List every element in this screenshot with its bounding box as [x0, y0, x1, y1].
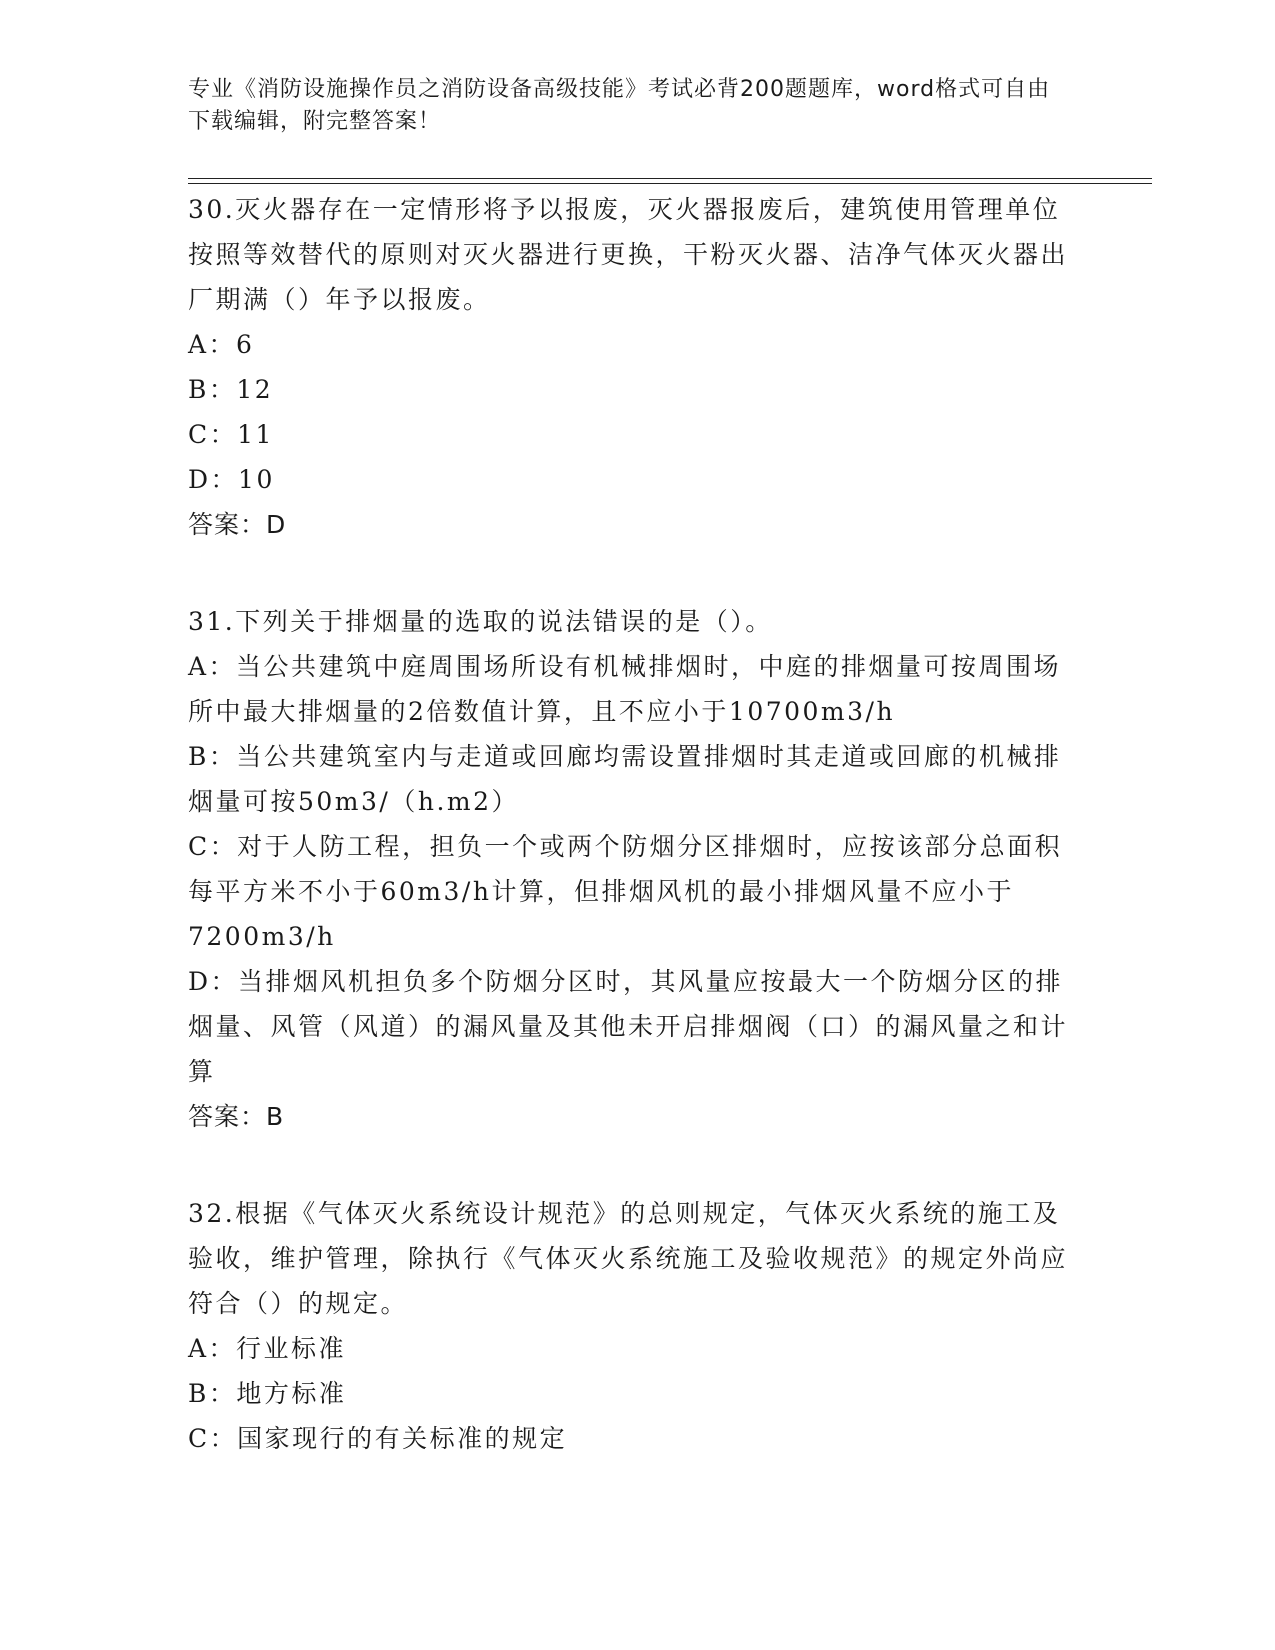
option-b: B：当公共建筑室内与走道或回廊均需设置排烟时其走道或回廊的机械排烟量可按50m3/（h.m2） [188, 742, 1062, 816]
answer: 答案：B [188, 1102, 285, 1131]
option-b: B：地方标准 [188, 1379, 347, 1408]
question-stem: 30.灭火器存在一定情形将予以报废，灭火器报废后，建筑使用管理单位按照等效替代的原则对灭火器进行更换，干粉灭火器、洁净气体灭火器出厂期满（）年予以报废。 [188, 195, 1069, 314]
option-a: A：当公共建筑中庭周围场所设有机械排烟时，中庭的排烟量可按周围场所中最大排烟量的2倍数值计算，且不应小于10700m3/h [188, 652, 1062, 726]
header-divider-bottom [188, 183, 1152, 184]
option-c: C：11 [188, 420, 274, 449]
header-divider-top [188, 178, 1152, 179]
option-a: A：6 [188, 330, 255, 359]
question-31 [188, 599, 1076, 1139]
answer: 答案：D [188, 510, 287, 539]
option-a: A：行业标准 [188, 1334, 347, 1363]
option-c: C：国家现行的有关标准的规定 [188, 1424, 568, 1453]
question-stem: 32.根据《气体灭火系统设计规范》的总则规定，气体灭火系统的施工及验收，维护管理，除执行《气体灭火系统施工及验收规范》的规定外尚应符合（）的规定。 [188, 1199, 1069, 1318]
option-b: B：12 [188, 375, 274, 404]
option-d: D：10 [188, 465, 275, 494]
question-stem: 31.下列关于排烟量的选取的说法错误的是（）。 [188, 607, 773, 636]
document-title: 专业《消防设施操作员之消防设备高级技能》考试必背200题题库，word格式可自由下载编辑，附完整答案！ [188, 77, 1051, 134]
option-d: D：当排烟风机担负多个防烟分区时，其风量应按最大一个防烟分区的排烟量、风管（风道）的漏风量及其他未开启排烟阀（口）的漏风量之和计算 [188, 967, 1069, 1086]
question-30 [188, 187, 1076, 547]
question-32 [188, 1191, 1076, 1461]
option-c: C：对于人防工程，担负一个或两个防烟分区排烟时，应按该部分总面积每平方米不小于60m3/h计算，但排烟风机的最小排烟风量不应小于7200m3/h [188, 832, 1063, 951]
